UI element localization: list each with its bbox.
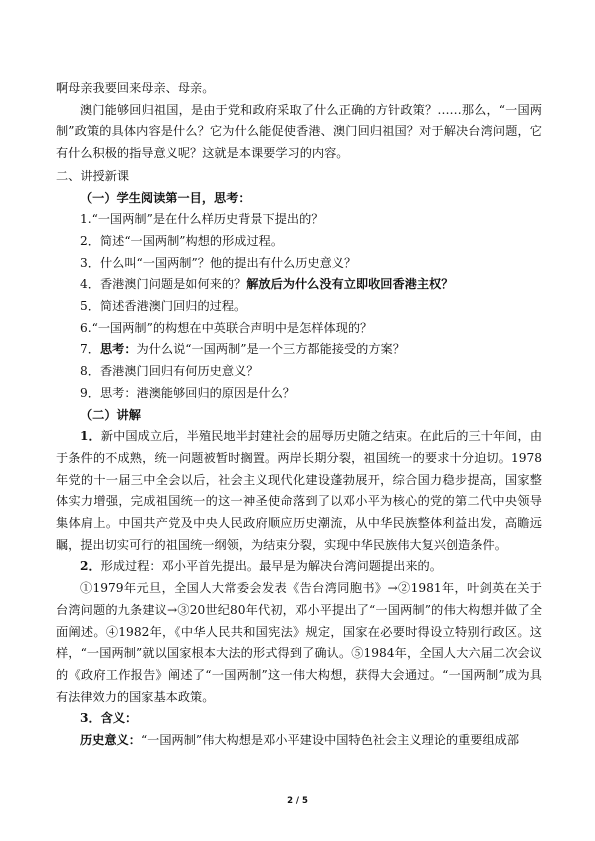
point-4-text: “一国两制”伟大构想是邓小平建设中国特色社会主义理论的重要组成部 bbox=[140, 733, 520, 748]
point-1-number: 1． bbox=[80, 429, 101, 444]
point-1-text: 新中国成立后，半殖民地半封建社会的屈辱历史随之结束。在此后的三十年间，由于条件的不成熟，统一问题被暂时搁置。两岸长期分裂，祖国统一的要求十分迫切。1978年党的十一届三中全会以后，社会主义现代化建设蓬勃展开，综合国力稳步提高，国家整体实力增强，完成祖国统一的这一神圣使命落到了以邓小平为核心的党的第二代中央领导集体肩上。中国共产党及中央人民政府顺应历史潮流，从中华民族整体利益出发，高瞻远瞩，提出切实可行的祖国统一纲领，为结束分裂，实现中华民族伟大复兴创造条件。 bbox=[56, 429, 543, 552]
question-7-text: 为什么说“一国两制”是一个三方都能接受的方案？ bbox=[136, 342, 405, 357]
question-5: 5．简述香港澳门回归的过程。 bbox=[80, 299, 247, 314]
text-line: 啊母亲我要回来母亲、母亲。 bbox=[56, 81, 215, 95]
question-3: 3．什么叫“一国两制”？他的提出有什么历史意义？ bbox=[80, 255, 357, 270]
question-7 bbox=[56, 339, 542, 361]
point-2-paragraph: ①1979年元旦，全国人大常委会发表《告台湾同胞书》→②1981年，叶剑英在关于台湾问题的九条建议→③20世纪80年代初，邓小平提出了“一国两制”的伟大构想并做了全面阐述。④1982年，《中华人民共和国宪法》规定，国家在必要时得设立特别行政区。这样，“一国两制”就以国家根本大法的形式得到了确认。⑤1984年，全国人大六届二次会议的《政府工作报告》阐述了“一国两制”这一伟大构想，获得大会通过。“一国两制”成为具有法律效力的国家基本政策。 bbox=[56, 581, 542, 704]
subsection-heading: （一）学生阅读第一目，思考： bbox=[80, 190, 251, 205]
question-1: 1.“一国两制”是在什么样历史背景下提出的？ bbox=[80, 212, 324, 227]
question-9: 9．思考：港澳能够回归的原因是什么？ bbox=[80, 385, 295, 400]
question-4-bold: 解放后为什么没有立即收回香港主权？ bbox=[246, 277, 454, 292]
question-8: 8．香港澳门回归有何历史意义？ bbox=[80, 364, 259, 379]
question-7-number: 7． bbox=[80, 342, 100, 357]
page-number: 2 / 5 bbox=[287, 796, 308, 806]
intro-paragraph: 澳门能够回归祖国，是由于党和政府采取了什么正确的方针政策？……那么，“一国两制”政策的具体内容是什么？它为什么能促使香港、澳门回归祖国？对于解决台湾问题，它有什么积极的指导意义呢？这就是本课要学习的内容。 bbox=[56, 102, 542, 161]
point-1-paragraph bbox=[56, 426, 542, 556]
point-2-number: 2． bbox=[80, 559, 101, 574]
section-heading: 二、讲授新课 bbox=[56, 168, 130, 183]
question-7-label: 思考： bbox=[99, 342, 137, 357]
question-2: 2．简述“一国两制”构想的形成过程。 bbox=[80, 233, 284, 248]
point-2-heading bbox=[56, 556, 542, 578]
point-4-label: 历史意义： bbox=[80, 733, 141, 748]
point-3-heading: 3．含义： bbox=[80, 711, 138, 726]
point-2-text: 形成过程：邓小平首先提出。最早是为解决台湾问题提出来的。 bbox=[100, 559, 442, 574]
document-body bbox=[56, 78, 542, 752]
subsection-heading-explain: （二）讲解 bbox=[80, 407, 141, 422]
point-4-paragraph bbox=[56, 730, 542, 752]
question-4 bbox=[56, 274, 542, 296]
question-6: 6.“一国两制”的构想在中英联合声明中是怎样体现的？ bbox=[80, 320, 373, 335]
question-4-text: 4．香港澳门问题是如何来的？ bbox=[80, 277, 247, 292]
